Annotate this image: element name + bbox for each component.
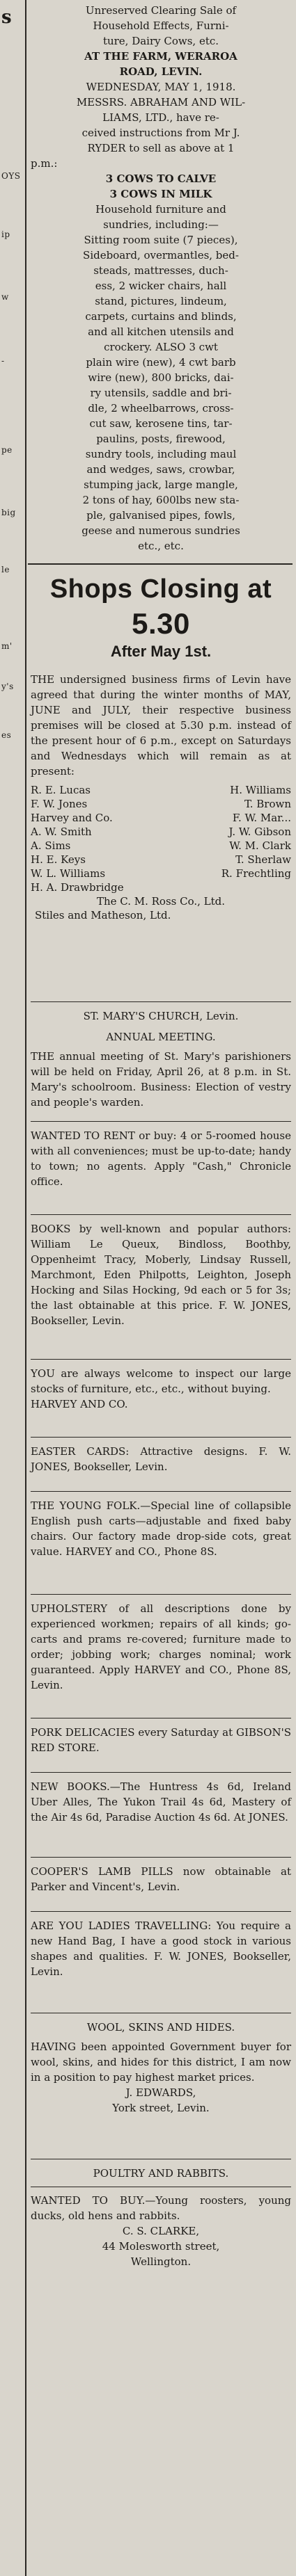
coopers-body: COOPER'S LAMB PILLS now obtainable at Parker and Vincent's, Levin.: [31, 1865, 291, 1893]
coopers-ad: [31, 1864, 291, 1894]
clearing-sale-line: ess, 2 wicker chairs, hall: [95, 280, 227, 292]
clearing-sale-line: 2 tons of hay, 600lbs new sta-: [82, 494, 240, 506]
fragment: big: [1, 508, 16, 517]
books-body: BOOKS by well-known and popular authors: William Le Queux, Bindloss, Boothby, Oppenheimt Tracy, Moberly, Lindsay Russell, Marchmont, Eden Philpotts, Leighton, Joseph Hocking and Silas Hocking, 9d each or 5 for 3s; the last obtainable at this price. F. W. JONES, Bookseller, Levin.: [31, 1223, 291, 1327]
wanted-rent-body: WANTED TO RENT or buy: 4 or 5-roomed house with all conveniences; must be up-to-date; handy to town; no agents. Apply "Cash," Chronicle office.: [31, 1129, 291, 1188]
shops-closing-ad: [31, 572, 291, 922]
clearing-sale-line: and all kitchen utensils and: [88, 325, 234, 338]
firm-name: R. E. Lucas: [31, 784, 91, 796]
fragment: m': [1, 641, 13, 651]
clearing-sale-line: MESSRS. ABRAHAM AND WIL-: [76, 96, 246, 108]
clearing-sale-line: geese and numerous sundries: [81, 524, 240, 537]
clearing-sale-line: and wedges, saws, crowbar,: [86, 463, 235, 476]
firm-name: T. Brown: [244, 798, 291, 810]
st-marys-ad: [31, 1008, 291, 1110]
poultry-body: WANTED TO BUY.—Young roosters, young ducks, old hens and rabbits.: [31, 2194, 291, 2222]
pork-body: PORK DELICACIES every Saturday at GIBSON'S RED STORE.: [31, 1726, 291, 1754]
clearing-sale-line: sundries, including:—: [103, 218, 219, 231]
wanted-rent-ad: [31, 1128, 291, 1189]
clearing-sale-line: 3 COWS TO CALVE: [105, 172, 217, 185]
clearing-sale-line: AT THE FARM, WERAROA: [84, 50, 237, 63]
clearing-sale-line: ture, Dairy Cows, etc.: [102, 35, 219, 47]
firm-name: A. Sims: [31, 839, 71, 852]
young-folk-body: THE YOUNG FOLK.—Special line of collapsible English push carts—adjustable and fixed baby chairs. Our factory made drop-side cots, great value. HARVEY and CO., Phone 8S.: [31, 1499, 291, 1558]
fragment: w: [1, 292, 9, 302]
clearing-sale-line: ple, galvanised pipes, fowls,: [86, 509, 235, 522]
section-rule: [31, 1214, 291, 1215]
firm-footer: The C. M. Ross Co., Ltd.: [96, 895, 226, 908]
fragment: s: [1, 7, 13, 28]
firm-row: [31, 853, 291, 867]
shops-closing-time: 5.30: [132, 607, 190, 640]
travelling-body: ARE YOU LADIES TRAVELLING: You require a new Hand Bag, I have a good stock in various shapes and qualities. F. W. JONES, Bookseller, Levin.: [31, 1919, 291, 1978]
firm-name: R. Frechtling: [221, 867, 291, 880]
clearing-sale-line: ceived instructions from Mr J.: [81, 127, 240, 139]
firm-name: F. W. Jones: [31, 798, 88, 810]
clearing-sale-line: p.m.:: [31, 157, 58, 170]
wool-heading: WOOL, SKINS AND HIDES.: [86, 2021, 235, 2034]
firm-row: [31, 839, 291, 853]
firm-names-list: [31, 783, 291, 894]
harvey-welcome-signature: HARVEY AND CO.: [31, 1398, 128, 1410]
new-books-body: NEW BOOKS.—The Huntress 4s 6d, Ireland Uber Alles, The Yukon Trail 4s 6d, Mastery of the Air 4s 6d, Paradise Auction 4s 6d. At JONES.: [31, 1780, 291, 1824]
easter-cards-ad: [31, 1444, 291, 1474]
st-marys-heading: ST. MARY'S CHURCH, Levin.: [83, 1010, 239, 1022]
clearing-sale-line: stand, pictures, lindeum,: [95, 295, 227, 307]
clearing-sale-line: stumping jack, large mangle,: [84, 478, 238, 491]
firm-name: H. E. Keys: [31, 853, 86, 866]
firm-name: W. M. Clark: [229, 839, 291, 852]
shops-closing-subtitle: After May 1st.: [110, 643, 212, 660]
firm-name: H. Williams: [230, 784, 291, 796]
young-folk-ad: [31, 1498, 291, 1559]
section-rule: [31, 1594, 291, 1595]
wool-body: HAVING been appointed Government buyer for wool, skins, and hides for this district, I am now in a position to pay highest market prices.: [31, 2040, 291, 2084]
harvey-welcome-body: YOU are always welcome to inspect our large stocks of furniture, etc., etc., without buying.: [31, 1367, 291, 1395]
st-marys-body: THE annual meeting of St. Mary's parishioners will be held on Friday, April 26, at 8 p.m. in St. Mary's schoolroom. Business: Election of vestry and people's warden.: [31, 1050, 291, 1109]
clearing-sale-line: Sideboard, overmantles, bed-: [83, 249, 239, 261]
column-divider: [25, 0, 26, 2576]
wool-ad: [31, 2020, 291, 2116]
clearing-sale-line: Household furniture and: [95, 203, 226, 216]
clearing-sale-line: paulins, posts, firewood,: [96, 433, 226, 445]
clearing-sale-line: RYDER to sell as above at 1: [87, 142, 235, 154]
upholstery-body: UPHOLSTERY of all descriptions done by experienced workmen; repairs of all kinds; go-carts and prams re-covered; furniture made to order; jobbing work; charges nominal; work guaranteed. Apply HARVEY and CO., Phone 8S, Levin.: [31, 1602, 291, 1691]
clearing-sale-line: Sitting room suite (7 pieces),: [84, 234, 238, 246]
books-ad: [31, 1221, 291, 1328]
left-column-fragments: [0, 0, 22, 2576]
clearing-sale-line: 3 COWS IN MILK: [109, 188, 212, 200]
harvey-welcome-ad: [31, 1366, 291, 1412]
clearing-sale-line: crockery. ALSO 3 cwt: [104, 341, 218, 353]
firm-name: J. W. Gibson: [228, 826, 291, 838]
poultry-heading: POULTRY AND RABBITS.: [93, 2167, 229, 2180]
firm-row: [31, 825, 291, 839]
pork-ad: [31, 1725, 291, 1755]
section-rule: [31, 1359, 291, 1360]
section-rule: [31, 1491, 291, 1492]
fragment: ip: [1, 230, 10, 239]
clearing-sale-line: ROAD, LEVIN.: [119, 65, 203, 78]
clearing-sale-line: carpets, curtains and blinds,: [85, 310, 237, 323]
section-rule: [31, 1772, 291, 1773]
poultry-address: 44 Molesworth street,: [102, 2240, 220, 2253]
poultry-signature: C. S. CLARKE,: [122, 2225, 200, 2237]
st-marys-subheading: ANNUAL MEETING.: [106, 1031, 216, 1043]
clearing-sale-ad: [31, 3, 291, 554]
firm-row: [31, 783, 291, 797]
firm-name: T. Sherlaw: [235, 853, 291, 866]
firm-row: [31, 797, 291, 811]
section-rule: [31, 1437, 291, 1438]
easter-cards-body: EASTER CARDS: Attractive designs. F. W. JONES, Bookseller, Levin.: [31, 1445, 291, 1473]
wool-address: York street, Levin.: [112, 2102, 210, 2114]
firm-row: [31, 867, 291, 880]
shops-closing-title: Shops Closing at: [49, 574, 272, 604]
clearing-sale-line: etc., etc.: [138, 540, 184, 552]
new-books-ad: [31, 1779, 291, 1825]
clearing-sale-line: Household Effects, Furni-: [93, 19, 229, 32]
section-rule: [31, 1911, 291, 1912]
clearing-sale-line: Unreserved Clearing Sale of: [85, 4, 237, 17]
fragment: y's: [1, 682, 14, 691]
clearing-sale-line: plain wire (new), 4 cwt barb: [86, 356, 236, 369]
section-rule: [28, 563, 293, 565]
wool-signature: J. EDWARDS,: [125, 2086, 196, 2099]
clearing-sale-line: sundry tools, including maul: [85, 448, 237, 460]
upholstery-ad: [31, 1601, 291, 1693]
firm-row: [31, 880, 291, 894]
firm-name: H. A. Drawbridge: [31, 881, 124, 894]
fragment: -: [1, 356, 5, 366]
clearing-sale-line: WEDNESDAY, MAY 1, 1918.: [86, 81, 236, 93]
fragment: es: [1, 730, 12, 740]
section-rule: [31, 1121, 291, 1122]
fragment: pe: [1, 445, 13, 455]
firm-name: Harvey and Co.: [31, 812, 113, 824]
clearing-sale-line: wire (new), 800 bricks, dai-: [88, 371, 234, 384]
firm-name: F. W. Mar...: [232, 812, 291, 824]
clearing-sale-line: ry utensils, saddle and bri-: [90, 387, 232, 399]
firm-name: W. L. Williams: [31, 867, 106, 880]
poultry-city: Wellington.: [130, 2255, 192, 2268]
clearing-sale-line: LIAMS, LTD., have re-: [102, 111, 219, 124]
firm-footer: Stiles and Matheson, Ltd.: [35, 909, 171, 921]
section-rule: [31, 1001, 291, 1002]
section-rule: [31, 1857, 291, 1858]
fragment: le: [1, 565, 10, 574]
clearing-sale-line: steads, mattresses, duch-: [93, 264, 228, 277]
firm-row: [31, 811, 291, 825]
clearing-sale-line: cut saw, kerosene tins, tar-: [89, 417, 233, 430]
poultry-ad: [31, 2166, 291, 2269]
fragment: OYS: [1, 171, 21, 181]
shops-closing-body: THE undersigned business firms of Levin have agreed that during the winter months of MAY, JUNE and JULY, their respective business premises will be closed at 5.30 p.m. instead of the present hour of 6 p.m., except on Saturdays and Wednesdays which will remain as at present:: [31, 673, 291, 778]
firm-name: A. W. Smith: [31, 826, 92, 838]
travelling-ad: [31, 1918, 291, 1979]
clearing-sale-line: dle, 2 wheelbarrows, cross-: [88, 402, 234, 414]
